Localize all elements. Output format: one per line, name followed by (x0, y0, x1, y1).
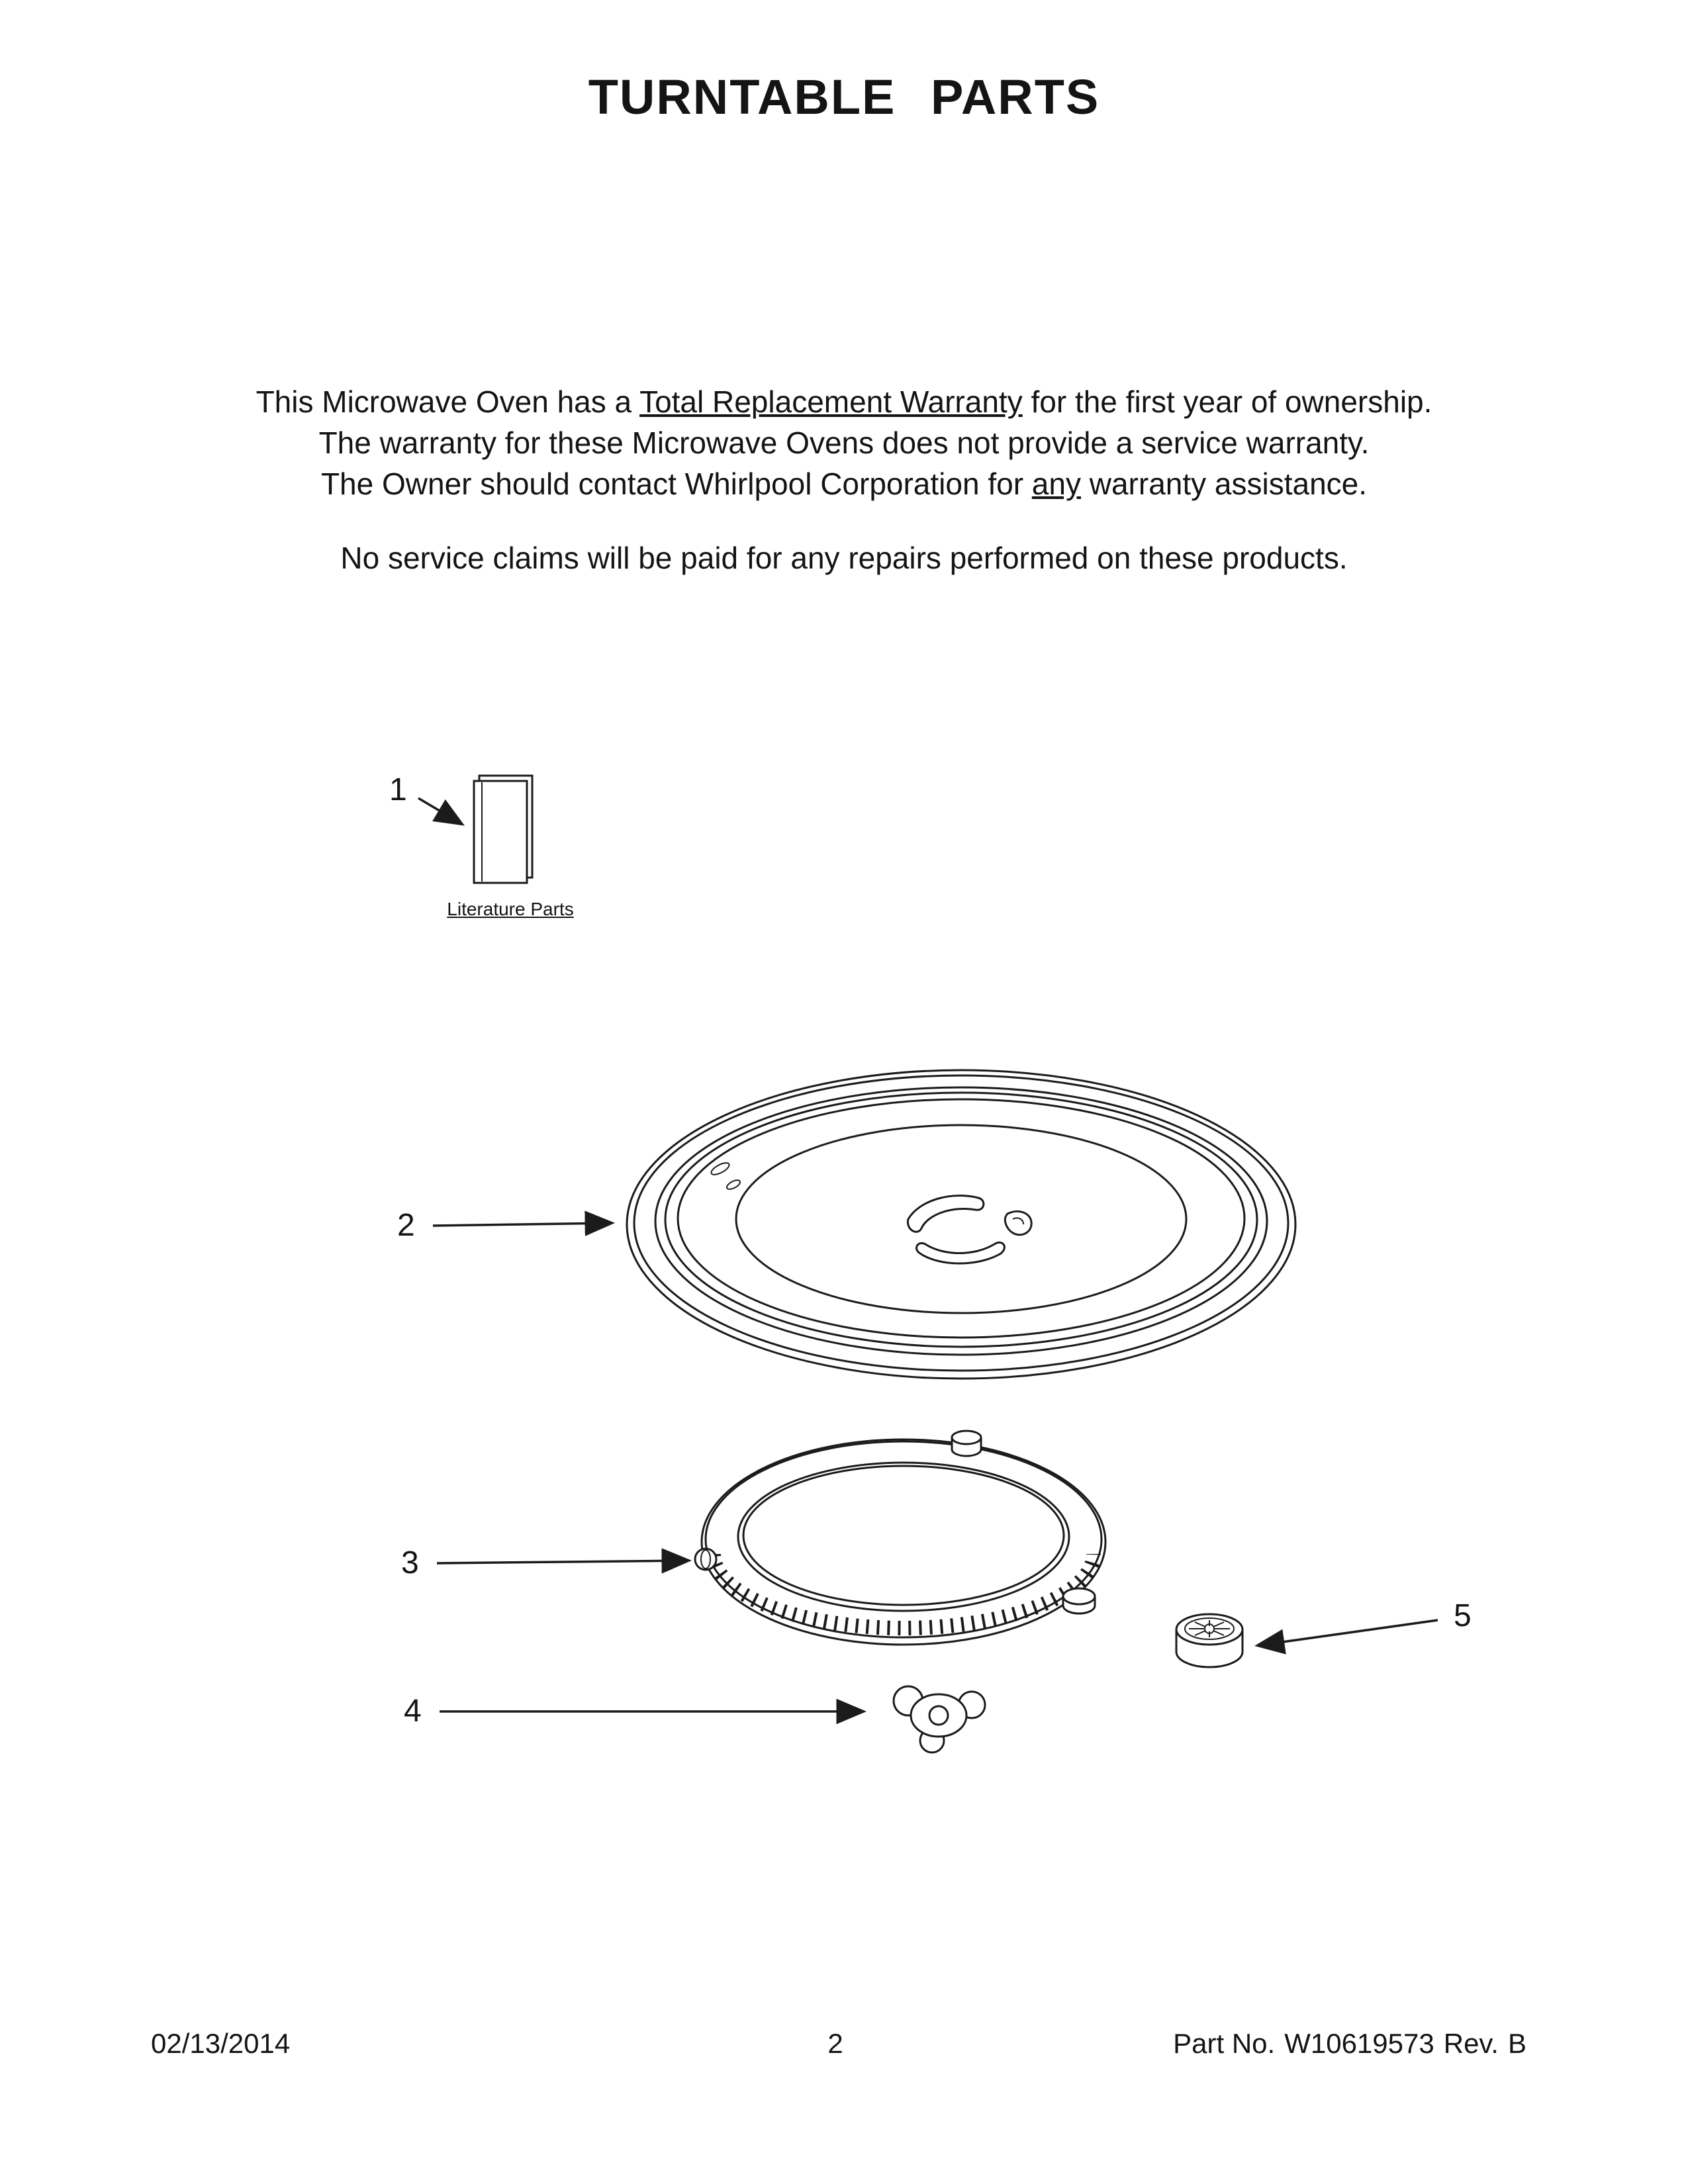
warranty-line-2: The warranty for these Microwave Ovens does not provide a service warranty. (318, 426, 1370, 460)
warranty-line-4: No service claims will be paid for any repairs performed on these products. (340, 541, 1348, 575)
warranty-line-3-post: warranty assistance. (1080, 467, 1368, 501)
part-no-value: W10619573 (1284, 2028, 1434, 2059)
rev-value: B (1507, 2028, 1526, 2059)
page-title: TURNTABLE PARTS (588, 69, 1100, 124)
roller-wheel-drawing (1176, 1614, 1243, 1667)
warranty-line-1-underlined: Total Replacement Warranty (639, 385, 1023, 419)
warranty-line-3-underlined: any (1031, 467, 1081, 501)
rev-label: Rev. (1443, 2028, 1499, 2059)
tray-mold-mark (710, 1161, 731, 1177)
footer-date: 02/13/2014 (151, 2028, 291, 2059)
tray-mold-mark (726, 1178, 741, 1191)
support-roller-left (695, 1549, 716, 1570)
warranty-line-1-post: for the first year of ownership. (1022, 385, 1432, 419)
callout-number-3: 3 (401, 1545, 419, 1580)
support-roller-top (952, 1431, 981, 1456)
footer-part-info (1173, 2028, 1526, 2060)
callout-arrow-1 (418, 798, 461, 823)
literature-book-drawing (474, 776, 532, 883)
callout-number-1: 1 (389, 772, 407, 807)
coupler-drawing (894, 1686, 985, 1752)
callout-arrow-2 (433, 1223, 610, 1226)
callout-arrow-5 (1259, 1620, 1438, 1645)
footer-page-number: 2 (827, 2028, 843, 2059)
tray-center-hub (908, 1196, 1031, 1263)
warranty-line-1-pre: This Microwave Oven has a (256, 385, 640, 419)
literature-parts-label: Literature Parts (447, 899, 574, 919)
support-roller-right (1063, 1588, 1095, 1614)
callout-arrow-3 (437, 1561, 687, 1563)
glass-tray-drawing (627, 1070, 1295, 1379)
callout-number-5: 5 (1454, 1598, 1472, 1633)
warranty-line-3-pre: The Owner should contact Whirlpool Corporation for (320, 467, 1032, 501)
support-ring-drawing (695, 1431, 1105, 1645)
part-no-label: Part No. (1173, 2028, 1276, 2059)
callout-number-4: 4 (404, 1694, 422, 1729)
callout-number-2: 2 (397, 1208, 415, 1243)
